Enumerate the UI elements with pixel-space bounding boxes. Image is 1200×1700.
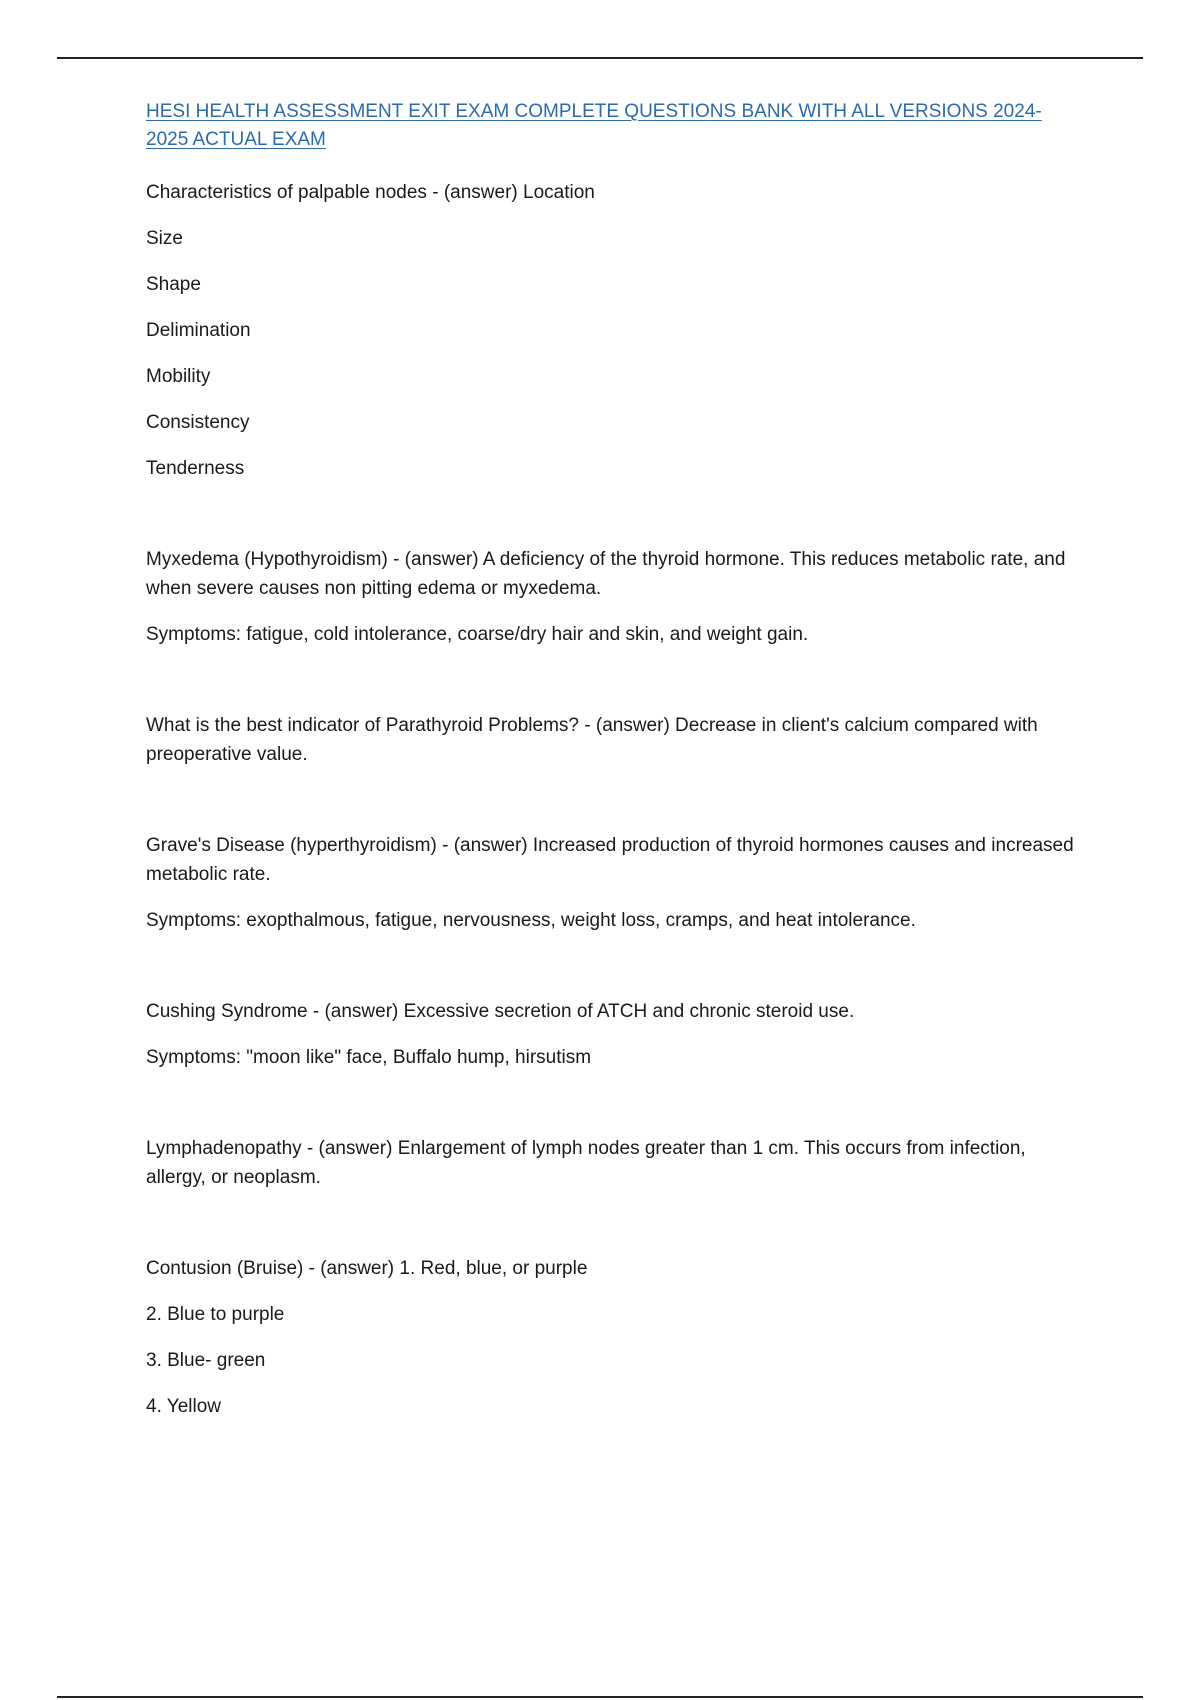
cushing-symptoms: Symptoms: "moon like" face, Buffalo hump, hirsutism <box>146 1047 592 1068</box>
parathyroid-question: What is the best indicator of Parathyroid Problems? - (answer) Decrease in client's calcium compared with preoperative value. <box>146 715 1038 765</box>
contusion-question: Contusion (Bruise) - (answer) 1. Red, blue, or purple <box>146 1258 588 1279</box>
contusion-item-2: 2. Blue to purple <box>146 1304 285 1325</box>
palpable-nodes-item-shape: Shape <box>146 274 201 295</box>
contusion-item-4: 4. Yellow <box>146 1396 222 1417</box>
palpable-nodes-item-consistency: Consistency <box>146 412 250 433</box>
document-title[interactable] <box>146 98 1076 154</box>
footer-rule <box>57 1696 1143 1698</box>
palpable-nodes-question: Characteristics of palpable nodes - (answer) Location <box>146 182 595 203</box>
contusion-item-3: 3. Blue- green <box>146 1350 266 1371</box>
palpable-nodes-item-tenderness: Tenderness <box>146 458 245 479</box>
document-title-link[interactable]: HESI HEALTH ASSESSMENT EXIT EXAM COMPLETE QUESTIONS BANK WITH ALL VERSIONS 2024-2025 ACTUAL EXAM <box>146 101 1042 150</box>
header-rule <box>57 57 1143 59</box>
graves-symptoms: Symptoms: exopthalmous, fatigue, nervousness, weight loss, cramps, and heat intolerance. <box>146 910 916 931</box>
document-body <box>146 98 1076 1438</box>
lymphadenopathy-question: Lymphadenopathy - (answer) Enlargement of lymph nodes greater than 1 cm. This occurs from infection, allergy, or neoplasm. <box>146 1138 1026 1188</box>
cushing-question: Cushing Syndrome - (answer) Excessive secretion of ATCH and chronic steroid use. <box>146 1001 855 1022</box>
myxedema-question: Myxedema (Hypothyroidism) - (answer) A deficiency of the thyroid hormone. This reduces metabolic rate, and when severe causes non pitting edema or myxedema. <box>146 549 1066 599</box>
palpable-nodes-item-mobility: Mobility <box>146 366 211 387</box>
graves-question: Grave's Disease (hyperthyroidism) - (answer) Increased production of thyroid hormones causes and increased metabolic rate. <box>146 835 1074 885</box>
palpable-nodes-item-size: Size <box>146 228 183 249</box>
palpable-nodes-item-delimination: Delimination <box>146 320 251 341</box>
myxedema-symptoms: Symptoms: fatigue, cold intolerance, coarse/dry hair and skin, and weight gain. <box>146 624 809 645</box>
